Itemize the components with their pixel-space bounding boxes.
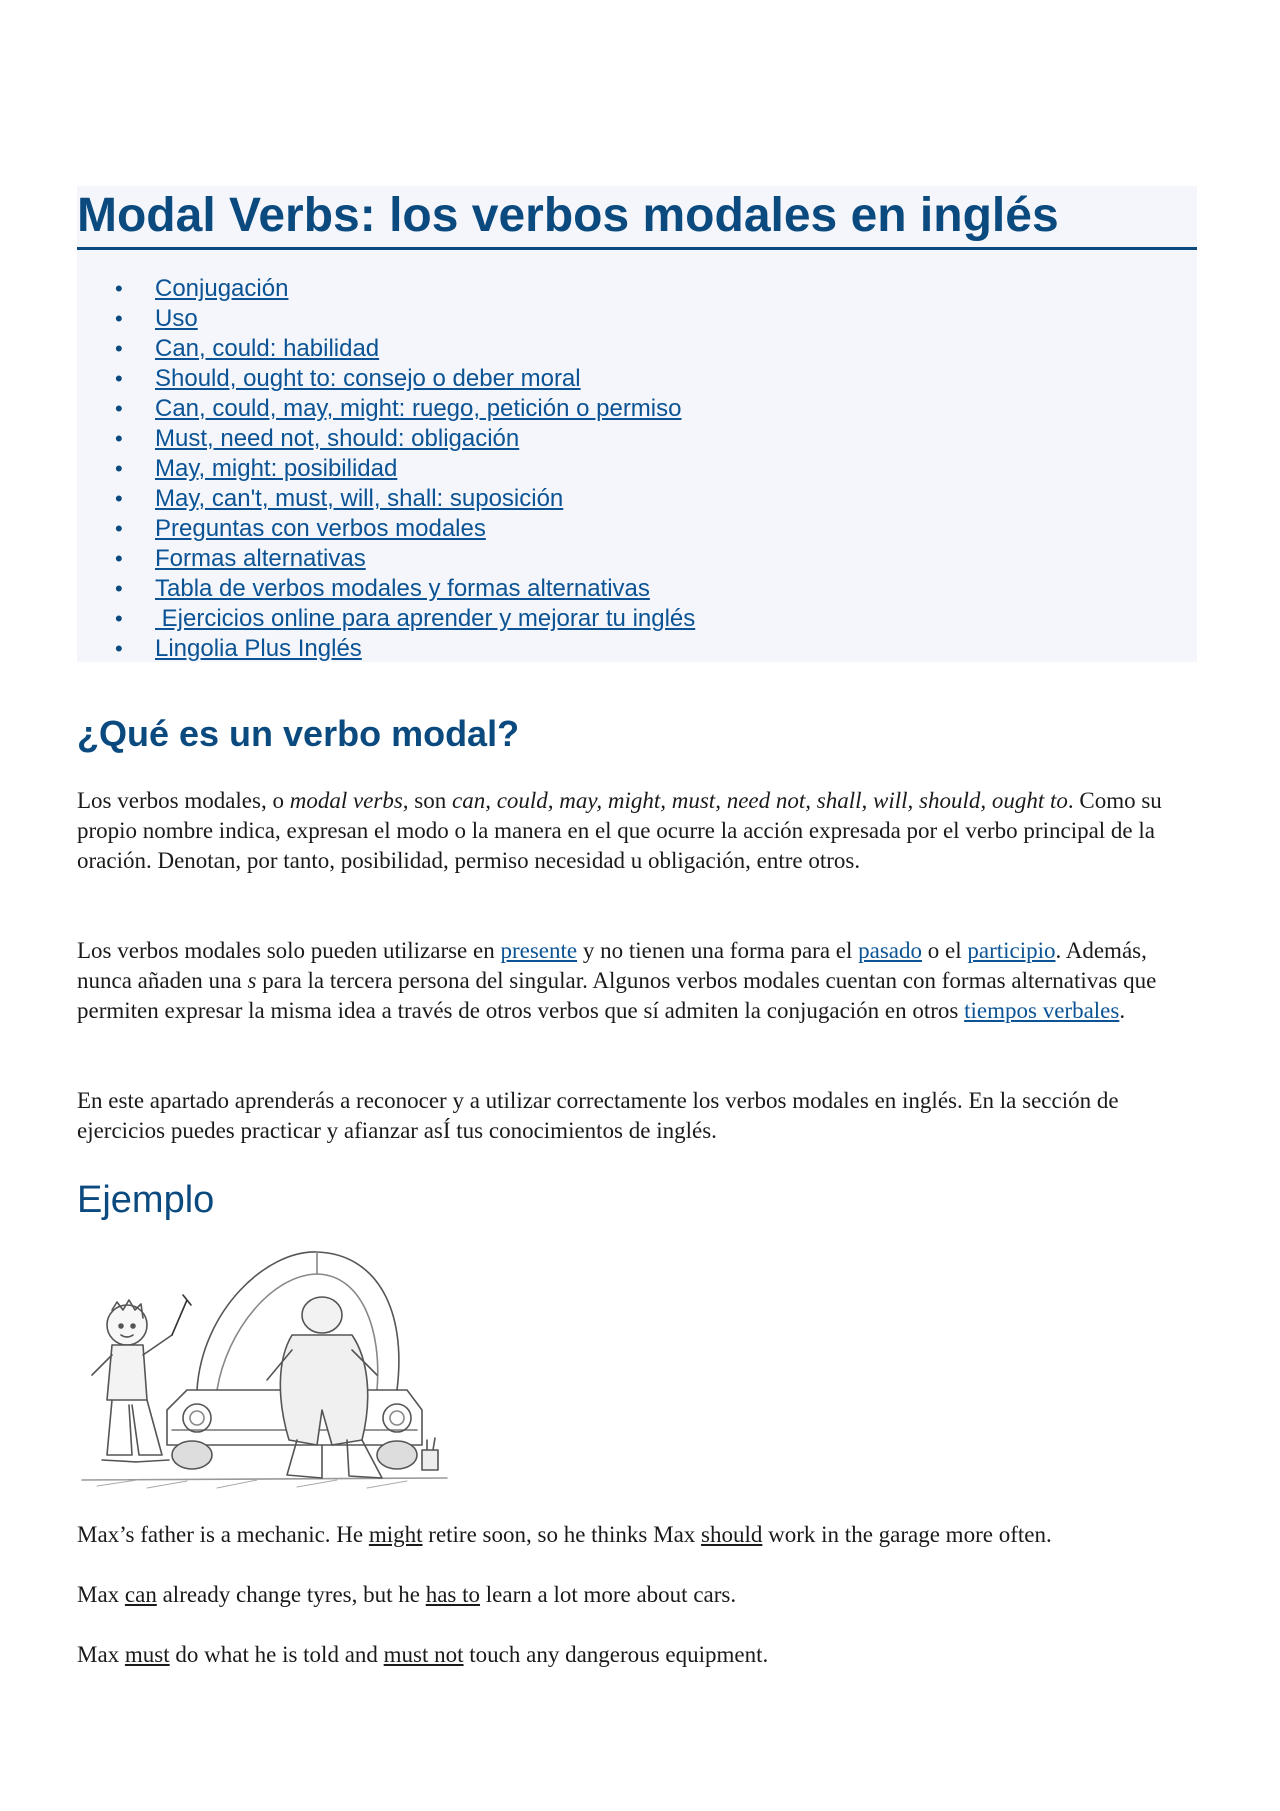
modal-verb-highlight: must bbox=[124, 1642, 170, 1667]
bullet-icon: • bbox=[115, 516, 123, 541]
text-span: . Como su propio nombre indica, expresan el modo o la manera en el que ocurre la acción expresada por el verbo principal de la oración. Denotan, por tanto, posibilidad, permiso necesidad u obligación, entre otros. bbox=[77, 788, 1162, 873]
link-presente[interactable]: presente bbox=[500, 938, 578, 963]
section-heading-example: Ejemplo bbox=[77, 1179, 215, 1221]
bullet-icon: • bbox=[115, 636, 123, 661]
intro-paragraph bbox=[77, 786, 1202, 876]
toc-item bbox=[77, 274, 695, 304]
text-span: already change tyres, but he bbox=[156, 1582, 426, 1607]
emphasis-verb-list: can, could, may, might, must, need not, shall, will, should, ought to bbox=[452, 788, 1068, 813]
toc-link-obligacion[interactable]: Must, need not, should: obligación bbox=[155, 425, 520, 452]
bullet-icon: • bbox=[115, 576, 123, 601]
text-span: Los verbos modales, o bbox=[77, 788, 290, 813]
text-span: work in the garage more often. bbox=[762, 1522, 1052, 1547]
bullet-icon: • bbox=[115, 396, 123, 421]
text-span: Max bbox=[77, 1642, 125, 1667]
text-span: o el bbox=[922, 938, 968, 963]
toc-item bbox=[77, 304, 695, 334]
bullet-icon: • bbox=[115, 486, 123, 511]
bullet-icon: • bbox=[115, 606, 123, 631]
toc-item bbox=[77, 604, 695, 634]
text-span: learn a lot more about cars. bbox=[480, 1582, 737, 1607]
example-sentence bbox=[77, 1640, 768, 1670]
usage-paragraph bbox=[77, 936, 1202, 1026]
toc-link-preguntas[interactable]: Preguntas con verbos modales bbox=[155, 515, 486, 542]
bullet-icon: • bbox=[115, 456, 123, 481]
text-span: . Además, nunca añaden una bbox=[77, 938, 1147, 993]
learning-paragraph: En este apartado aprenderás a reconocer y a utilizar correctamente los verbos modales en inglés. En la sección de ejercicios puedes practicar y afianzar asÍ tus conocimientos de inglés. bbox=[77, 1088, 1119, 1143]
text-span: Max’s father is a mechanic. He bbox=[77, 1522, 369, 1547]
modal-verb-highlight: should bbox=[701, 1522, 763, 1547]
emphasis-term: modal verbs, bbox=[289, 788, 409, 813]
emphasis-letter: s bbox=[247, 968, 257, 993]
bullet-icon: • bbox=[115, 366, 123, 391]
bullet-icon: • bbox=[115, 546, 123, 571]
link-pasado[interactable]: pasado bbox=[858, 938, 922, 963]
toc-item bbox=[77, 364, 695, 394]
toc-link-consejo[interactable]: Should, ought to: consejo o deber moral bbox=[155, 365, 581, 392]
toc-link-suposicion[interactable]: May, can't, must, will, shall: suposición bbox=[155, 485, 564, 512]
toc-link-permiso[interactable]: Can, could, may, might: ruego, petición o permiso bbox=[155, 395, 682, 422]
toc-item bbox=[77, 544, 695, 574]
text-span: Los verbos modales solo pueden utilizarse en bbox=[77, 938, 501, 963]
bullet-icon: • bbox=[115, 426, 123, 451]
text-span: para la tercera persona del singular. Algunos verbos modales cuentan con formas alternativas que permiten expresar la misma idea a través de otros verbos que sí admiten la conjugación en otros bbox=[77, 968, 1157, 1023]
page-title: Modal Verbs: los verbos modales en inglés bbox=[77, 186, 1197, 250]
toc-link-formas-alternativas[interactable]: Formas alternativas bbox=[155, 545, 366, 572]
toc-link-tabla[interactable]: Tabla de verbos modales y formas alternativas bbox=[155, 575, 650, 602]
link-tiempos-verbales[interactable]: tiempos verbales bbox=[964, 998, 1120, 1023]
modal-verb-highlight: can bbox=[124, 1582, 157, 1607]
text-span: son bbox=[408, 788, 452, 813]
toc-link-conjugacion[interactable]: Conjugación bbox=[155, 275, 289, 302]
text-span: retire soon, so he thinks Max bbox=[422, 1522, 702, 1547]
toc-item bbox=[77, 454, 695, 484]
text-span: Max bbox=[77, 1582, 125, 1607]
toc-item bbox=[77, 634, 695, 664]
text-span: y no tienen una forma para el bbox=[577, 938, 859, 963]
mechanic-car-illustration bbox=[77, 1240, 457, 1494]
modal-verb-highlight: must not bbox=[383, 1642, 464, 1667]
toc-item bbox=[77, 334, 695, 364]
toc-link-ejercicios[interactable]: Ejercicios online para aprender y mejorar tu inglés bbox=[155, 605, 696, 632]
toc-item bbox=[77, 484, 695, 514]
modal-verb-highlight: has to bbox=[425, 1582, 481, 1607]
toc-item bbox=[77, 574, 695, 604]
toc-item bbox=[77, 424, 695, 454]
text-span: touch any dangerous equipment. bbox=[463, 1642, 769, 1667]
toc-link-posibilidad[interactable]: May, might: posibilidad bbox=[155, 455, 398, 482]
toc-item bbox=[77, 514, 695, 544]
bullet-icon: • bbox=[115, 276, 123, 301]
toc-item bbox=[77, 394, 695, 424]
example-sentence bbox=[77, 1520, 1052, 1550]
modal-verb-highlight: might bbox=[368, 1522, 423, 1547]
toc-link-uso[interactable]: Uso bbox=[155, 305, 198, 332]
toc-link-habilidad[interactable]: Can, could: habilidad bbox=[155, 335, 380, 362]
bullet-icon: • bbox=[115, 306, 123, 331]
table-of-contents bbox=[77, 274, 695, 664]
text-span: do what he is told and bbox=[169, 1642, 384, 1667]
toc-link-lingolia-plus[interactable]: Lingolia Plus Inglés bbox=[155, 635, 362, 662]
text-span: . bbox=[1119, 998, 1126, 1023]
link-participio[interactable]: participio bbox=[967, 938, 1056, 963]
example-sentence bbox=[77, 1580, 736, 1610]
bullet-icon: • bbox=[115, 336, 123, 361]
section-heading-what-is: ¿Qué es un verbo modal? bbox=[77, 713, 520, 754]
